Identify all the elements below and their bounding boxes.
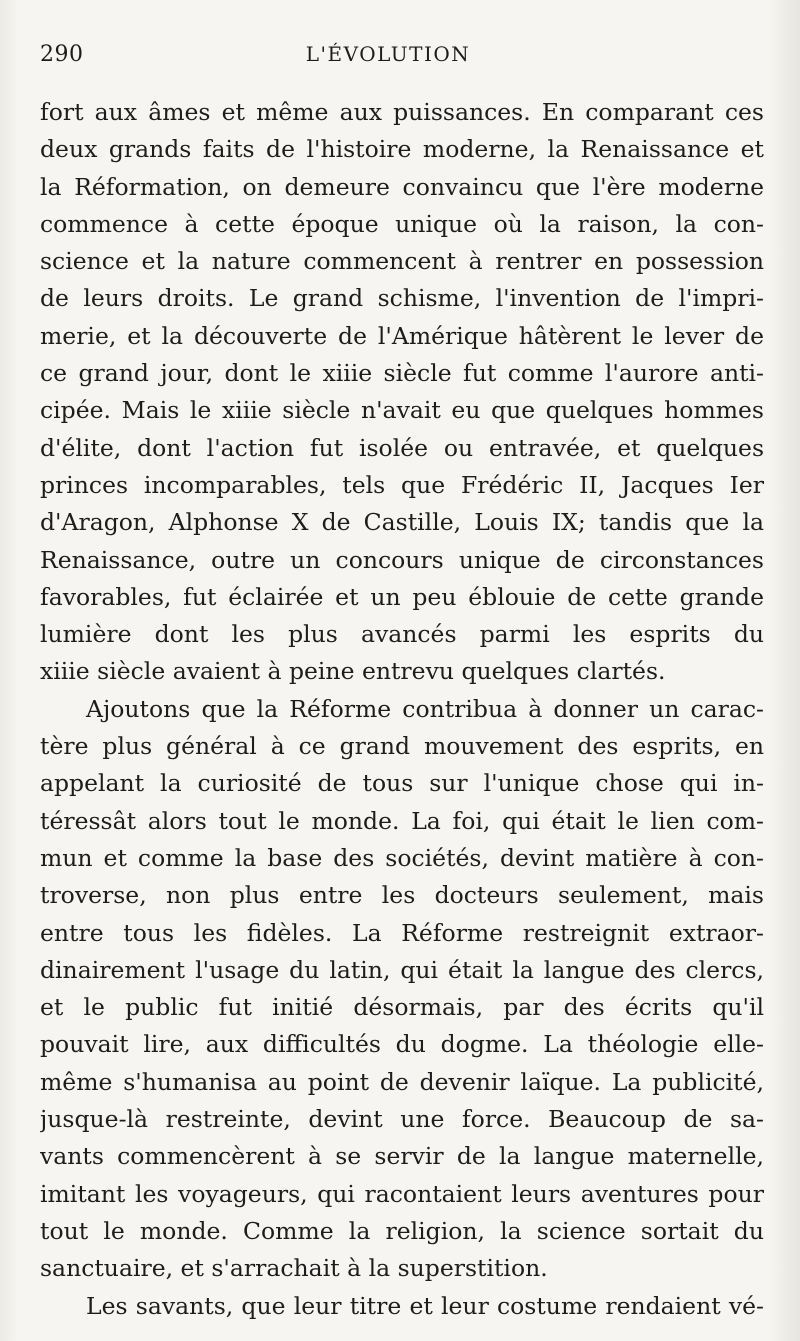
text-line: pouvait lire, aux difficultés du dogme. La théologie elle- [40, 1030, 764, 1059]
page-header [40, 42, 736, 78]
text-line: téressât alors tout le monde. La foi, qui était le lien com- [40, 806, 764, 835]
text-line: vants commencèrent à se servir de la langue maternelle, [40, 1142, 764, 1171]
text-line: lumière dont les plus avancés parmi les esprits du [40, 620, 764, 649]
text-line: commence à cette époque unique où la raison, la con- [40, 209, 764, 238]
text-line: tère plus général à ce grand mouvement des esprits, en [40, 732, 764, 761]
text-line: fort aux âmes et même aux puissances. En comparant ces [40, 98, 764, 126]
text-line: merie, et la découverte de l'Amérique hâtèrent le lever de [40, 321, 764, 350]
text-line: Les savants, que leur titre et leur costume rendaient vé- [86, 1291, 764, 1320]
text-line: cipée. Mais le xiiie siècle n'avait eu que quelques hommes [40, 396, 764, 425]
text-line: ce grand jour, dont le xiiie siècle fut comme l'aurore anti- [40, 359, 764, 388]
text-line: imitant les voyageurs, qui racontaient leurs aventures pour [40, 1179, 764, 1208]
running-title: L'ÉVOLUTION [305, 42, 471, 66]
body-text [40, 94, 764, 1325]
text-line: Renaissance, outre un concours unique de circonstances [40, 545, 764, 574]
text-line: mun et comme la base des sociétés, devint matière à con- [40, 843, 764, 872]
text-line: appelant la curiosité de tous sur l'unique chose qui in- [40, 769, 764, 798]
text-line: dinairement l'usage du latin, qui était la langue des clercs, [40, 955, 764, 984]
text-line: favorables, fut éclairée et un peu éblouie de cette grande [40, 582, 764, 611]
text-line: sanctuaire, et s'arrachait à la superstition. [40, 1254, 548, 1283]
text-line: d'Aragon, Alphonse X de Castille, Louis IX; tandis que la [40, 508, 764, 537]
text-line: princes incomparables, tels que Frédéric II, Jacques Ier [40, 470, 764, 499]
text-line: troverse, non plus entre les docteurs seulement, mais [40, 881, 764, 910]
page-number: 290 [40, 42, 84, 67]
text-line: la Réformation, on demeure convaincu que l'ère moderne [40, 172, 764, 201]
text-line: d'élite, dont l'action fut isolée ou entravée, et quelques [40, 433, 764, 462]
text-line: tout le monde. Comme la religion, la science sortait du [40, 1216, 764, 1245]
text-line: science et la nature commencent à rentrer en possession [40, 247, 764, 276]
text-line: et le public fut initié désormais, par des écrits qu'il [40, 993, 764, 1022]
text-line: jusque-là restreinte, devint une force. Beaucoup de sa- [40, 1105, 764, 1134]
text-line: entre tous les fidèles. La Réforme restreignit extraor- [40, 918, 764, 947]
text-line: deux grands faits de l'histoire moderne, la Renaissance et [40, 135, 764, 164]
text-line: Ajoutons que la Réforme contribua à donner un carac- [86, 694, 764, 723]
text-line: xiiie siècle avaient à peine entrevu quelques clartés. [40, 657, 666, 686]
text-line: de leurs droits. Le grand schisme, l'invention de l'impri- [40, 284, 764, 313]
text-line: même s'humanisa au point de devenir laïque. La publicité, [40, 1067, 764, 1096]
